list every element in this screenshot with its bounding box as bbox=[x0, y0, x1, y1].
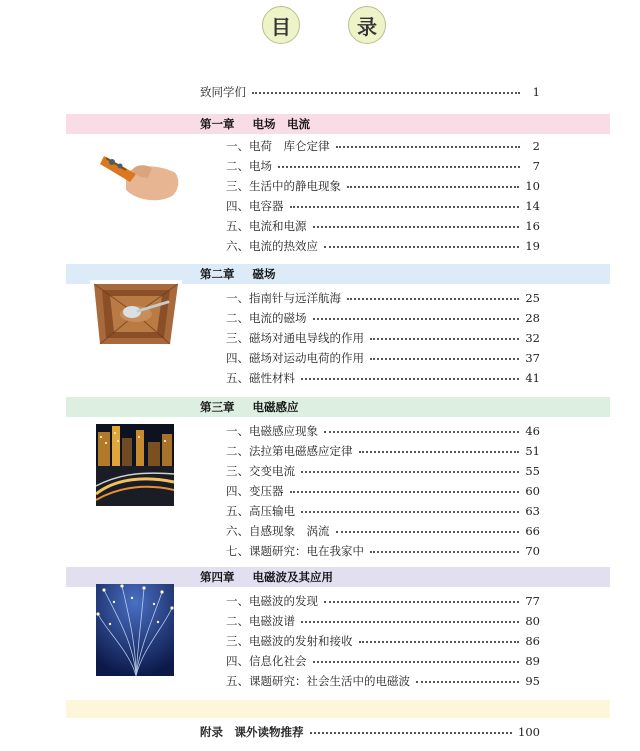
dot-leader bbox=[313, 317, 520, 320]
entry-label: 致同学们 bbox=[200, 85, 246, 99]
entry-page: 100 bbox=[518, 725, 540, 739]
chapter-name: 电磁感应 bbox=[252, 400, 299, 414]
toc-entry[interactable] bbox=[226, 216, 540, 236]
dot-leader bbox=[324, 600, 519, 603]
toc-entry[interactable] bbox=[226, 348, 540, 368]
entry-label: 二、电磁波谱 bbox=[226, 614, 295, 628]
dot-leader bbox=[301, 620, 519, 623]
dot-leader bbox=[370, 337, 519, 340]
chapter-3-image-city-night bbox=[96, 424, 174, 506]
chapter-number: 第二章 bbox=[200, 267, 235, 281]
heading-circle-right: 录 bbox=[348, 6, 386, 44]
entry-page: 2 bbox=[532, 139, 540, 153]
entry-label: 三、生活中的静电现象 bbox=[226, 179, 341, 193]
entry-page: 32 bbox=[525, 331, 540, 345]
dot-leader bbox=[290, 490, 520, 493]
toc-entry[interactable] bbox=[226, 611, 540, 631]
entry-page: 37 bbox=[525, 351, 540, 365]
entry-label: 五、电流和电源 bbox=[226, 219, 307, 233]
toc-entry[interactable] bbox=[226, 541, 540, 561]
dot-leader bbox=[310, 731, 513, 734]
entry-label: 一、电磁波的发现 bbox=[226, 594, 318, 608]
chapter-title-4[interactable] bbox=[200, 567, 333, 587]
chapter-band-1 bbox=[66, 114, 610, 134]
entry-page: 70 bbox=[525, 544, 540, 558]
entry-label: 一、指南针与远洋航海 bbox=[226, 291, 341, 305]
toc-entry[interactable] bbox=[226, 631, 540, 651]
chapter-number: 第四章 bbox=[200, 570, 235, 584]
dot-leader bbox=[416, 680, 519, 683]
chapter-name: 电磁波及其应用 bbox=[252, 570, 333, 584]
toc-heading bbox=[0, 4, 640, 44]
entry-label: 四、磁场对运动电荷的作用 bbox=[226, 351, 364, 365]
toc-entry-preface[interactable] bbox=[200, 82, 540, 102]
entry-label: 五、磁性材料 bbox=[226, 371, 295, 385]
dot-leader bbox=[252, 91, 520, 94]
dot-leader bbox=[290, 205, 520, 208]
entry-page: 28 bbox=[525, 311, 540, 325]
toc-entry[interactable] bbox=[226, 368, 540, 388]
entry-page: 19 bbox=[525, 239, 540, 253]
dot-leader bbox=[301, 470, 519, 473]
toc-entry[interactable] bbox=[226, 328, 540, 348]
entry-label: 四、变压器 bbox=[226, 484, 284, 498]
chapter-name: 电场 电流 bbox=[252, 117, 310, 131]
entry-page: 89 bbox=[525, 654, 540, 668]
toc-entry[interactable] bbox=[226, 196, 540, 216]
toc-entry-appendix[interactable] bbox=[200, 722, 540, 742]
entry-page: 51 bbox=[525, 444, 540, 458]
dot-leader bbox=[301, 377, 519, 380]
toc-entry[interactable] bbox=[226, 136, 540, 156]
entry-page: 1 bbox=[532, 85, 540, 99]
entry-label: 二、法拉第电磁感应定律 bbox=[226, 444, 353, 458]
entry-page: 55 bbox=[525, 464, 540, 478]
dot-leader bbox=[324, 245, 519, 248]
chapter-band-3 bbox=[66, 397, 610, 417]
chapter-2-image-compass-spoon bbox=[90, 280, 182, 348]
toc-entry[interactable] bbox=[226, 481, 540, 501]
entry-label: 三、磁场对通电导线的作用 bbox=[226, 331, 364, 345]
dot-leader bbox=[347, 185, 519, 188]
toc-entry[interactable] bbox=[226, 461, 540, 481]
chapter-number: 第一章 bbox=[200, 117, 235, 131]
toc-entry[interactable] bbox=[226, 651, 540, 671]
entry-label: 七、课题研究：电在我家中 bbox=[226, 544, 364, 558]
entry-page: 95 bbox=[525, 674, 540, 688]
chapter-title-1[interactable] bbox=[200, 114, 310, 134]
entry-page: 66 bbox=[525, 524, 540, 538]
entry-page: 16 bbox=[525, 219, 540, 233]
dot-leader bbox=[301, 510, 519, 513]
entry-label: 二、电流的磁场 bbox=[226, 311, 307, 325]
toc-entry[interactable] bbox=[226, 288, 540, 308]
chapter-4-image-optical-fibers bbox=[96, 584, 174, 676]
entry-page: 46 bbox=[525, 424, 540, 438]
toc-entry[interactable] bbox=[226, 156, 540, 176]
appendix-band bbox=[66, 700, 610, 718]
entry-label: 三、交变电流 bbox=[226, 464, 295, 478]
toc-entry[interactable] bbox=[226, 308, 540, 328]
toc-entry[interactable] bbox=[226, 591, 540, 611]
dot-leader bbox=[324, 430, 519, 433]
entry-label: 四、电容器 bbox=[226, 199, 284, 213]
entry-label: 五、高压输电 bbox=[226, 504, 295, 518]
entry-page: 14 bbox=[525, 199, 540, 213]
entry-page: 7 bbox=[532, 159, 540, 173]
entry-label: 六、电流的热效应 bbox=[226, 239, 318, 253]
entry-label: 三、电磁波的发射和接收 bbox=[226, 634, 353, 648]
chapter-title-2[interactable] bbox=[200, 264, 276, 284]
toc-entry[interactable] bbox=[226, 521, 540, 541]
toc-entry[interactable] bbox=[226, 421, 540, 441]
entry-page: 25 bbox=[525, 291, 540, 305]
chapter-name: 磁场 bbox=[252, 267, 276, 281]
dot-leader bbox=[313, 225, 520, 228]
chapter-number: 第三章 bbox=[200, 400, 235, 414]
entry-label: 四、信息化社会 bbox=[226, 654, 307, 668]
toc-entry[interactable] bbox=[226, 441, 540, 461]
chapter-1-image-hand-electroscope bbox=[96, 134, 182, 208]
entry-label: 附录 课外读物推荐 bbox=[200, 725, 304, 739]
heading-circle-left: 目 bbox=[262, 6, 300, 44]
dot-leader bbox=[336, 530, 520, 533]
entry-label: 一、电磁感应现象 bbox=[226, 424, 318, 438]
dot-leader bbox=[370, 357, 519, 360]
dot-leader bbox=[278, 165, 520, 168]
entry-page: 10 bbox=[525, 179, 540, 193]
entry-page: 77 bbox=[525, 594, 540, 608]
toc-entry[interactable] bbox=[226, 501, 540, 521]
dot-leader bbox=[336, 145, 521, 148]
entry-label: 一、电荷 库仑定律 bbox=[226, 139, 330, 153]
entry-page: 60 bbox=[525, 484, 540, 498]
toc-entry[interactable] bbox=[226, 236, 540, 256]
entry-label: 五、课题研究：社会生活中的电磁波 bbox=[226, 674, 410, 688]
entry-label: 六、自感现象 涡流 bbox=[226, 524, 330, 538]
chapter-title-3[interactable] bbox=[200, 397, 299, 417]
dot-leader bbox=[370, 550, 519, 553]
dot-leader bbox=[347, 297, 519, 300]
entry-page: 80 bbox=[525, 614, 540, 628]
dot-leader bbox=[359, 450, 520, 453]
dot-leader bbox=[313, 660, 520, 663]
entry-page: 63 bbox=[525, 504, 540, 518]
entry-page: 41 bbox=[525, 371, 540, 385]
dot-leader bbox=[359, 640, 520, 643]
toc-entry[interactable] bbox=[226, 671, 540, 691]
toc-entry[interactable] bbox=[226, 176, 540, 196]
entry-label: 二、电场 bbox=[226, 159, 272, 173]
entry-page: 86 bbox=[525, 634, 540, 648]
